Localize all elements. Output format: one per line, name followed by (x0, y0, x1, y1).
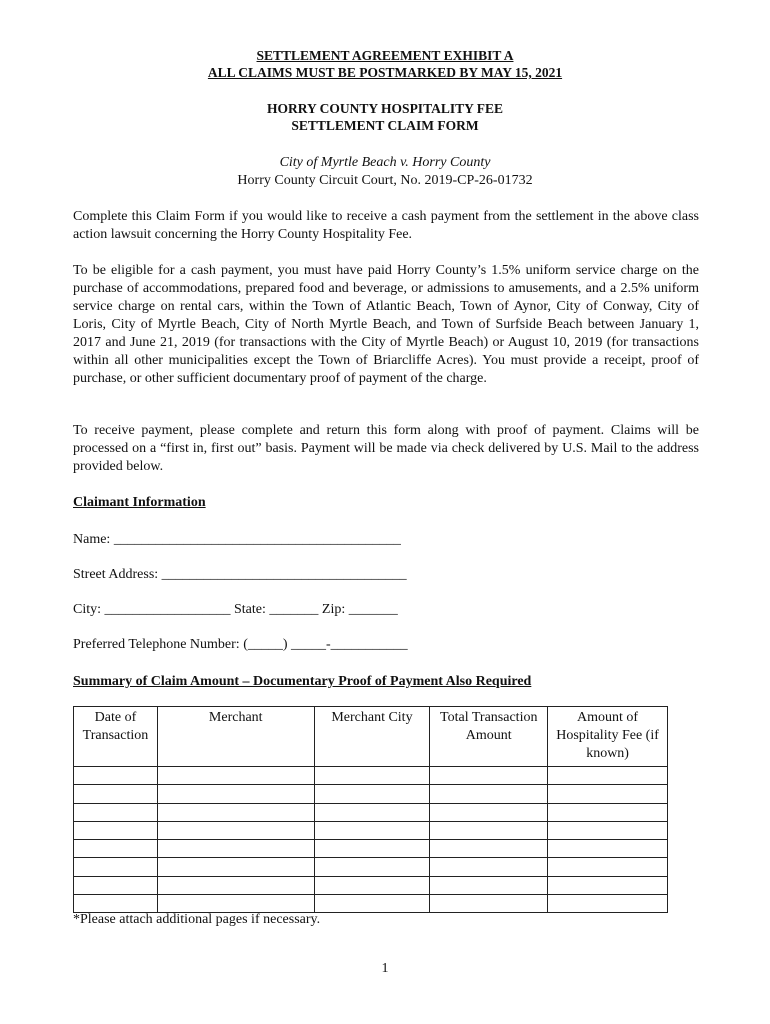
table-cell[interactable] (314, 803, 430, 821)
table-cell[interactable] (157, 767, 314, 785)
form-title-line2: SETTLEMENT CLAIM FORM (291, 118, 479, 133)
table-cell[interactable] (548, 876, 668, 894)
exhibit-heading: SETTLEMENT AGREEMENT EXHIBIT A (256, 48, 514, 63)
page-number: 1 (381, 961, 389, 976)
table-cell[interactable] (430, 785, 548, 803)
court-case-number: Horry County Circuit Court, No. 2019-CP-26-01732 (237, 173, 533, 188)
table-cell[interactable] (314, 895, 430, 913)
table-cell[interactable] (74, 767, 158, 785)
table-cell[interactable] (157, 821, 314, 839)
table-cell[interactable] (314, 767, 430, 785)
case-name: City of Myrtle Beach v. Horry County (279, 155, 491, 170)
table-row[interactable] (74, 767, 668, 785)
table-cell[interactable] (157, 858, 314, 876)
table-cell[interactable] (157, 876, 314, 894)
table-cell[interactable] (74, 821, 158, 839)
table-cell[interactable] (74, 840, 158, 858)
table-cell[interactable] (74, 876, 158, 894)
eligibility-paragraph: To be eligible for a cash payment, you must have paid Horry County’s 1.5% uniform service charge on the purchase of accommodations, prepared food and beverage, or admissions to amusements, and a 2.5% uniform service charge on rental cars, within the Town of Atlantic Beach, Town of Aynor, City of Conway, City of Loris, City of Myrtle Beach, City of North Myrtle Beach, and Town of Surfside Beach between January 1, 2017 and June 21, 2019 (for transactions with the City of Myrtle Beach) or August 10, 2019 (for transactions within all other municipalities except the Town of Briarcliffe Acres). You must provide a receipt, proof of purchase, or other sufficient documentary proof of payment of the charge. (73, 263, 699, 386)
payment-paragraph: To receive payment, please complete and return this form along with proof of payment. Claims will be processed on a “first in, first out” basis. Payment will be made via check delivered by U.S. Mail to the address provided below. (73, 423, 699, 474)
table-cell[interactable] (430, 876, 548, 894)
col-merchant: Merchant (157, 707, 314, 767)
table-cell[interactable] (74, 803, 158, 821)
table-row[interactable] (74, 803, 668, 821)
table-cell[interactable] (548, 767, 668, 785)
form-title-line1: HORRY COUNTY HOSPITALITY FEE (267, 101, 503, 116)
claim-table-header (74, 707, 668, 767)
table-row[interactable] (74, 876, 668, 894)
col-merchant-city: Merchant City (314, 707, 430, 767)
table-cell[interactable] (548, 821, 668, 839)
table-cell[interactable] (157, 840, 314, 858)
claimant-info-heading: Claimant Information (73, 495, 206, 510)
col-total-amount: Total Transaction Amount (430, 707, 548, 767)
col-date: Date of Transaction (74, 707, 158, 767)
table-cell[interactable] (314, 858, 430, 876)
table-cell[interactable] (430, 803, 548, 821)
table-cell[interactable] (430, 767, 548, 785)
table-row[interactable] (74, 785, 668, 803)
table-cell[interactable] (430, 821, 548, 839)
table-row[interactable] (74, 840, 668, 858)
table-cell[interactable] (548, 803, 668, 821)
table-cell[interactable] (74, 785, 158, 803)
col-hospitality-fee: Amount of Hospitality Fee (if known) (548, 707, 668, 767)
table-cell[interactable] (430, 895, 548, 913)
postmark-deadline: ALL CLAIMS MUST BE POSTMARKED BY MAY 15, 2021 (207, 65, 563, 80)
street-address-field[interactable]: Street Address: ___________________________________ (73, 567, 407, 582)
table-cell[interactable] (157, 785, 314, 803)
claim-table (73, 706, 668, 913)
table-cell[interactable] (314, 876, 430, 894)
additional-pages-note: *Please attach additional pages if necessary. (73, 912, 321, 927)
table-cell[interactable] (548, 858, 668, 876)
table-cell[interactable] (548, 840, 668, 858)
table-cell[interactable] (74, 858, 158, 876)
table-cell[interactable] (314, 821, 430, 839)
intro-paragraph: Complete this Claim Form if you would like to receive a cash payment from the settlement in the above class action lawsuit concerning the Horry County Hospitality Fee. (73, 209, 699, 242)
city-state-zip-field[interactable]: City: __________________ State: _______ Zip: _______ (73, 602, 398, 617)
table-cell[interactable] (430, 840, 548, 858)
table-cell[interactable] (548, 895, 668, 913)
table-cell[interactable] (314, 840, 430, 858)
telephone-field[interactable]: Preferred Telephone Number: (_____) _____-___________ (73, 637, 408, 652)
claim-summary-heading: Summary of Claim Amount – Documentary Proof of Payment Also Required (73, 674, 532, 689)
table-row[interactable] (74, 821, 668, 839)
table-row[interactable] (74, 858, 668, 876)
table-cell[interactable] (157, 803, 314, 821)
name-field[interactable]: Name: _________________________________________ (73, 532, 401, 547)
table-cell[interactable] (548, 785, 668, 803)
table-cell[interactable] (314, 785, 430, 803)
table-cell[interactable] (430, 858, 548, 876)
